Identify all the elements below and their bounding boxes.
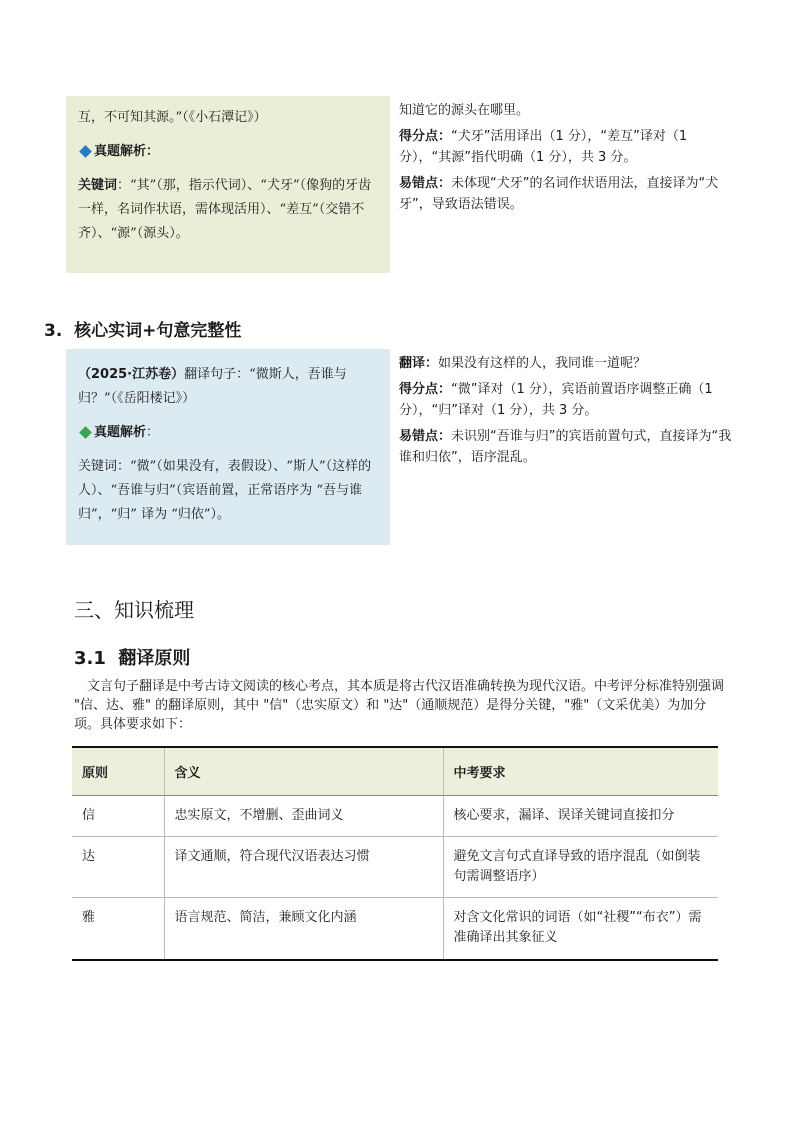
example-box-yueyanglou <box>66 349 390 545</box>
table-header-row <box>72 747 718 796</box>
cell-requirement: 对含文化常识的词语（如“社稷”“布衣”）需准确译出其象征义 <box>443 898 718 960</box>
cell-principle: 信 <box>72 796 164 837</box>
table-row <box>72 837 718 898</box>
table-row <box>72 898 718 960</box>
answer-notes-yueyanglou <box>399 353 739 473</box>
header-requirement: 中考要求 <box>443 747 718 796</box>
common-errors: 易错点：未识别“吾谁与归”的宾语前置句式，直接译为“我谁和归依”，语序混乱。 <box>399 429 732 465</box>
answer-notes-xiaoshitan <box>399 100 739 220</box>
cell-requirement: 核心要求，漏译、误译关键词直接扣分 <box>443 796 718 837</box>
analysis-heading: 真题解析： <box>78 421 378 445</box>
translation: 翻译：如果没有这样的人，我同谁一道呢？ <box>399 356 647 371</box>
score-points: 得分点：“犬牙”活用译出（1 分），“差互”译对（1 分），“其源”指代明确（1 分），共 3 分。 <box>399 129 688 165</box>
table-row <box>72 796 718 837</box>
cell-principle: 雅 <box>72 898 164 960</box>
subsection-title: 3.1 翻译原则 <box>74 648 191 669</box>
section-title: 三、知识梳理 <box>74 598 194 622</box>
cell-principle: 达 <box>72 837 164 898</box>
cell-requirement: 避免文言句式直译导致的语序混乱（如倒装句需调整语序） <box>443 837 718 898</box>
header-principle: 原则 <box>72 747 164 796</box>
cell-meaning: 忠实原文，不增删、歪曲词义 <box>164 796 443 837</box>
keyword-explanation: 关键词：“微”（如果没有，表假设）、“斯人”（这样的人）、“吾谁与归”（宾语前置，正常语序为 “吾与谁归”，“归” 译为 “归依”）。 <box>78 459 372 522</box>
cell-meaning: 语言规范、简洁，兼顾文化内涵 <box>164 898 443 960</box>
common-errors: 易错点：未体现“犬牙”的名词作状语用法，直接译为“犬牙”，导致语法错误。 <box>399 176 719 212</box>
header-meaning: 含义 <box>164 747 443 796</box>
cell-meaning: 译文通顺，符合现代汉语表达习惯 <box>164 837 443 898</box>
translation-tail: 知道它的源头在哪里。 <box>399 103 530 118</box>
analysis-heading: 真题解析： <box>78 140 378 164</box>
diamond-bullet-icon <box>79 145 92 158</box>
section-heading-3: 3. 核心实词+句意完整性 <box>44 321 242 341</box>
question-line: （2025·江苏卷）翻译句子：“微斯人，吾谁与归？”（《岳阳楼记》） <box>78 367 347 406</box>
score-points: 得分点：“微”译对（1 分），宾语前置语序调整正确（1 分），“归”译对（1 分），共 3 分。 <box>399 382 713 418</box>
quote-line: 互，不可知其源。”（《小石潭记》） <box>78 110 267 125</box>
principles-table <box>72 746 718 961</box>
intro-paragraph: 文言句子翻译是中考古诗文阅读的核心考点，其本质是将古代汉语准确转换为现代汉语。中考评分标准特别强调 "信、达、雅" 的翻译原则，其中 "信"（忠实原文）和 "达"（通顺规范）是得分关键，"雅"（文采优美）为加分项。具体要求如下： <box>74 679 725 732</box>
diamond-bullet-icon <box>79 426 92 439</box>
keyword-explanation: 关键词：“其”（那，指示代词）、“犬牙”（像狗的牙齿一样，名词作状语，需体现活用）、“差互”（交错不齐）、“源”（源头）。 <box>78 178 372 241</box>
example-box-xiaoshitan <box>66 96 390 273</box>
